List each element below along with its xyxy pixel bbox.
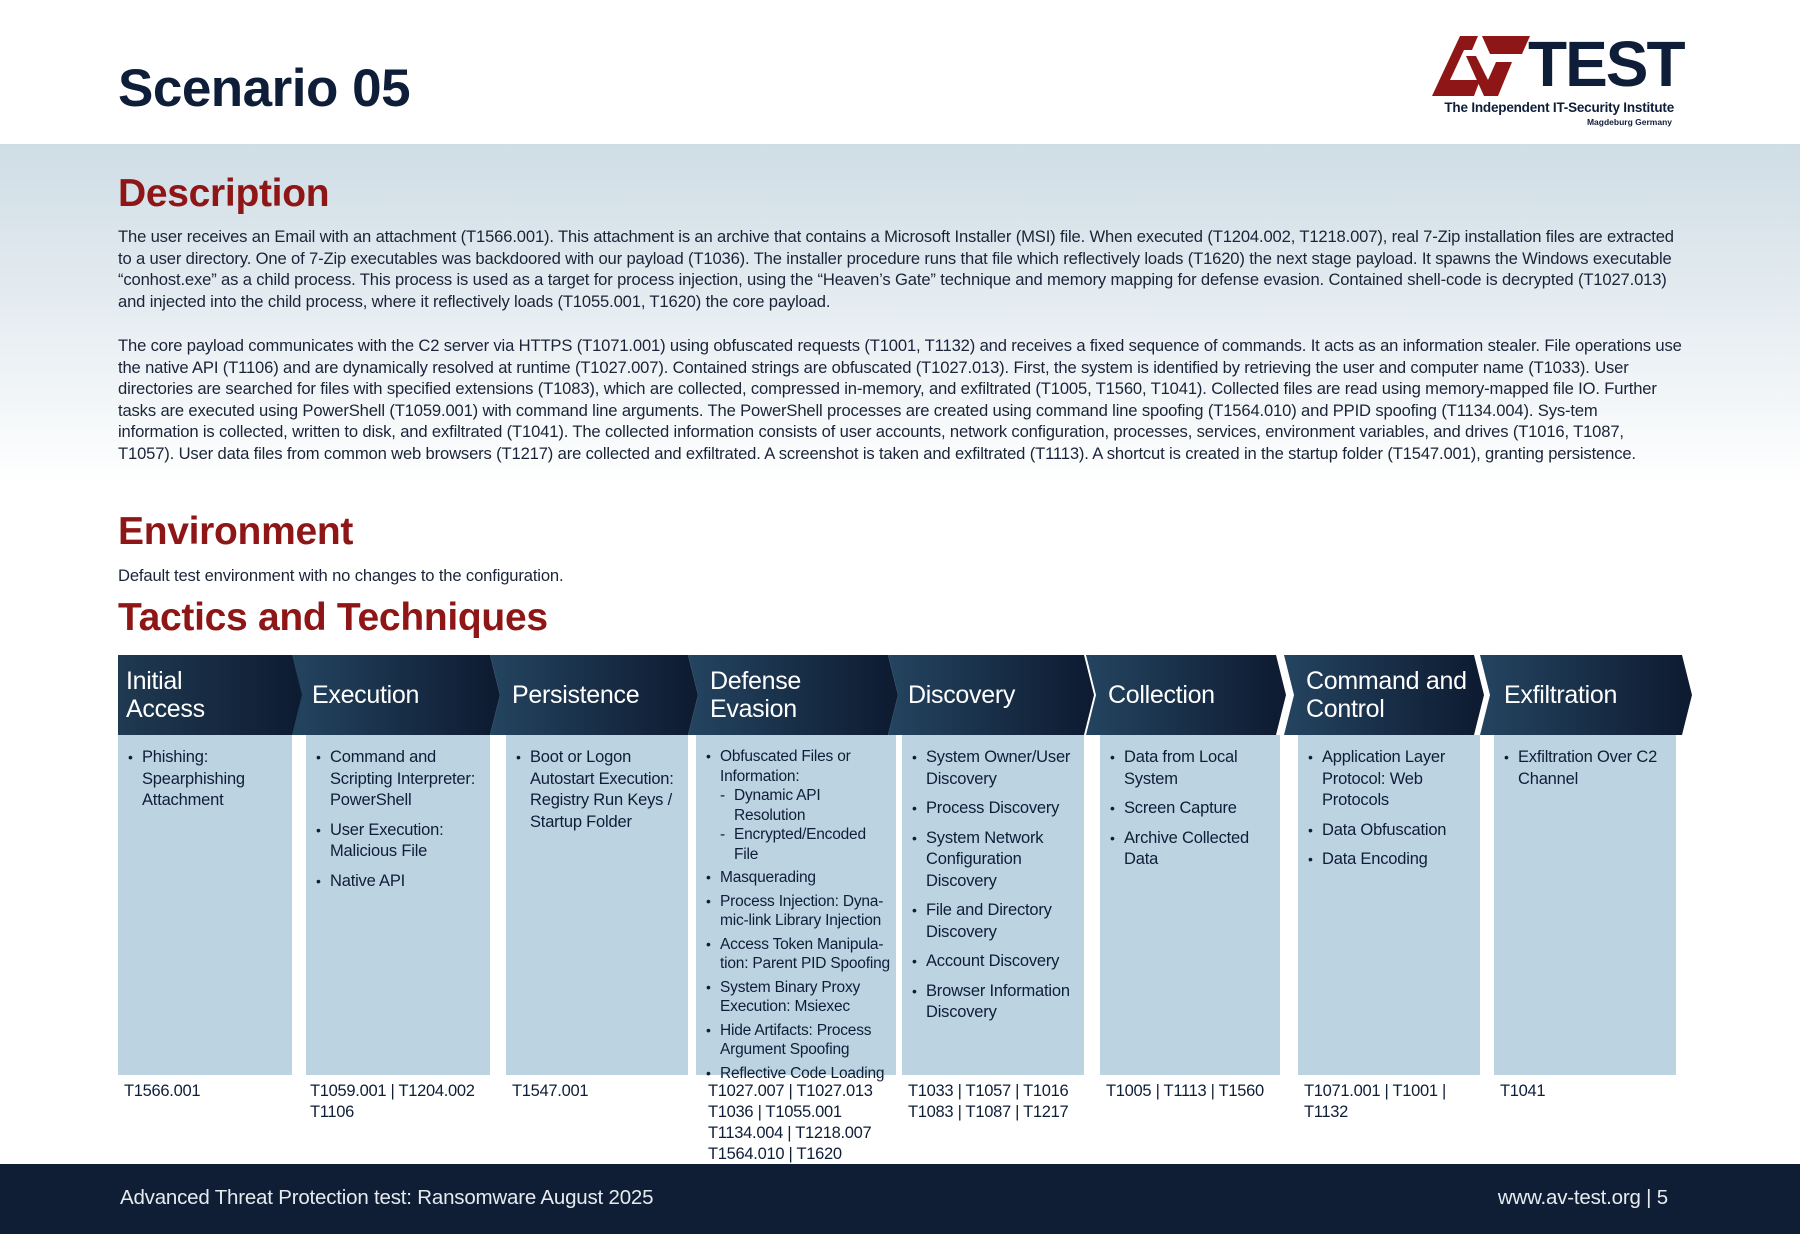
- description-paragraph-2: The core payload communicates with the C2 server via HTTPS (T1071.001) using obfuscated requests (T1001, T1132) and receives a fixed sequence of commands. It acts as an information stealer. File operations use the native API (T1106) and are dynamically resolved at runtime (T1027.007). Contained strings are obfuscated (T1027.013). First, the system is identified by retrieving the user and computer name (T1033). User directories are searched for files with specified extensions (T1083), which are collected, compressed in-memory, and exfiltrated (T1005, T1560, T1041). Collected files are read using memory-mapped file IO. Further tasks are executed using PowerShell (T1059.001) with command line arguments. The PowerShell processes are created using command line spoofing (T1564.010) and PPID spoofing (T1134.004). Sys-tem information is collected, written to disk, and exfiltrated (T1041). The collected information consists of user accounts, network configuration, processes, services, environment variables, and drives (T1016, T1087, T1057). User data files from common web browsers (T1217) are collected and exfiltrated. A screenshot is taken and exfiltrated (T1113). A shortcut is created in the startup folder (T1547.001), granting persistence.: [118, 336, 1682, 463]
- tactic-collection: [1086, 655, 1286, 1100]
- tactic-execution: [292, 655, 500, 1121]
- tactic-header-arrow: [688, 655, 898, 735]
- footer: [0, 1164, 1800, 1234]
- tactic-label: Execution: [312, 681, 420, 709]
- tactic-body: [506, 735, 688, 1075]
- technique-item: • Masquerading: [704, 868, 890, 888]
- technique-codes: T1041: [1500, 1082, 1546, 1100]
- technique-item: • Archive Collected Data: [1108, 828, 1274, 871]
- technique-item-label: Obfuscated Files or Information:: [720, 748, 851, 785]
- tactic-label: Defense Evasion: [710, 667, 802, 723]
- technique-codes: T1547.001: [512, 1082, 589, 1100]
- technique-item: • Account Discovery: [910, 951, 1078, 973]
- technique-item: • Command and Scripting Interpreter: PowerShell: [314, 747, 484, 812]
- technique-item: • Browser Information Discovery: [910, 981, 1078, 1024]
- tactic-body: [902, 735, 1084, 1075]
- technique-codes: T1071.001 | T1001 | T1132: [1304, 1082, 1447, 1121]
- technique-item: • System Owner/User Discovery: [910, 747, 1078, 790]
- tactics-heading: Tactics and Techniques: [118, 596, 548, 639]
- tactic-body: [1494, 735, 1676, 1075]
- technique-item: • System Network Configuration Discovery: [910, 828, 1078, 893]
- tactic-discovery: [888, 655, 1094, 1121]
- description-heading: Description: [118, 172, 330, 215]
- page-title: Scenario 05: [118, 59, 411, 118]
- tactic-label: Discovery: [908, 681, 1016, 709]
- technique-codes: T1027.007 | T1027.013 T1036 | T1055.001 T1134.004 | T1218.007 T1564.010 | T1620: [708, 1082, 873, 1163]
- tactic-body: [1100, 735, 1280, 1075]
- technique-item: • Screen Capture: [1108, 798, 1274, 820]
- tactic-body: [1298, 735, 1480, 1075]
- technique-item: • Boot or Logon Autostart Execution: Registry Run Keys / Startup Folder: [514, 747, 682, 833]
- technique-item: • System Binary Proxy Execution: Msiexec: [704, 978, 890, 1017]
- tactic-defense-evasion: [688, 655, 898, 1163]
- tactic-command-and-control: [1284, 655, 1484, 1121]
- tactic-header-arrow: [118, 655, 308, 735]
- tactic-header-arrow: [888, 655, 1094, 735]
- technique-item: • Application Layer Protocol: Web Protocols: [1306, 747, 1474, 812]
- tactic-label: Initial Access: [126, 667, 205, 723]
- tactic-body: [118, 735, 292, 1075]
- tactic-exfiltration: [1480, 655, 1692, 1100]
- tactic-body: [696, 735, 896, 1082]
- tactic-persistence: [490, 655, 698, 1100]
- technique-item: • User Execution: Malicious File: [314, 820, 484, 863]
- technique-item: • Phishing: Spearphishing Attachment: [126, 747, 286, 812]
- logo-location: Magdeburg Germany: [1586, 117, 1672, 127]
- technique-item: • Access Token Manipula-tion: Parent PID Spoofing: [704, 935, 890, 974]
- logo-tagline: The Independent IT-Security Institute: [1444, 100, 1674, 115]
- footer-title: Advanced Threat Protection test: Ransomware August 2025: [120, 1186, 654, 1209]
- technique-codes: T1033 | T1057 | T1016 T1083 | T1087 | T1217: [908, 1082, 1069, 1121]
- technique-item: • Process Discovery: [910, 798, 1078, 820]
- technique-item: • Data Encoding: [1306, 849, 1474, 871]
- environment-heading: Environment: [118, 510, 354, 553]
- technique-subitem: - Encrypted/Encoded File: [720, 825, 890, 864]
- tactic-header-arrow: [1284, 655, 1484, 735]
- technique-item: • Data Obfuscation: [1306, 820, 1474, 842]
- technique-codes: T1005 | T1113 | T1560: [1106, 1082, 1264, 1100]
- tactic-initial-access: [118, 655, 308, 1100]
- technique-codes: T1566.001: [124, 1082, 201, 1100]
- tactic-body: [306, 735, 490, 1075]
- tactic-header-arrow: [292, 655, 500, 735]
- technique-item: • File and Directory Discovery: [910, 900, 1078, 943]
- tactic-header-arrow: [490, 655, 698, 735]
- logo-wordmark: TEST: [1528, 28, 1684, 100]
- technique-subitem: - Dynamic API Resolution: [720, 786, 890, 825]
- environment-text: Default test environment with no changes to the configuration.: [118, 566, 564, 585]
- tactic-header-arrow: [1086, 655, 1286, 735]
- tactic-label: Collection: [1108, 681, 1215, 709]
- technique-item: • Exfiltration Over C2 Channel: [1502, 747, 1670, 790]
- tactic-header-arrow: [1480, 655, 1692, 735]
- description-paragraph-1: The user receives an Email with an attachment (T1566.001). This attachment is an archive that contains a Microsoft Installer (MSI) file. When executed (T1204.002, T1218.007), real 7-Zip installation files are extracted to a user directory. One of 7-Zip executables was backdoored with our payload (T1036). The installer procedure runs that file which reflectively loads (T1620) the next stage payload. It spawns the Windows executable “conhost.exe” as a child process. This process is used as a target for process injection, using the “Heaven’s Gate” technique and memory mapping for defense evasion. Contained shell-code is decrypted (T1027.013) and injected into the child process, where it reflectively loads (T1055.001, T1620) the core payload.: [118, 227, 1674, 311]
- tactic-label: Persistence: [512, 681, 640, 709]
- av-logo-mark-icon: [1432, 36, 1532, 96]
- technique-item: • Reflective Code Loading: [704, 1064, 890, 1084]
- technique-codes: T1059.001 | T1204.002 T1106: [310, 1082, 475, 1121]
- tactic-label: Exfiltration: [1504, 681, 1618, 709]
- technique-item: • Process Injection: Dyna-mic-link Library Injection: [704, 892, 890, 931]
- av-test-logo: [1432, 28, 1688, 136]
- footer-page-info: www.av-test.org | 5: [1497, 1186, 1668, 1209]
- technique-item: • Hide Artifacts: Process Argument Spoofing: [704, 1021, 890, 1060]
- tactic-label: Command and Control: [1306, 667, 1467, 723]
- technique-item: • Data from Local System: [1108, 747, 1274, 790]
- technique-item: • Native API: [314, 871, 484, 893]
- technique-item: [704, 747, 890, 864]
